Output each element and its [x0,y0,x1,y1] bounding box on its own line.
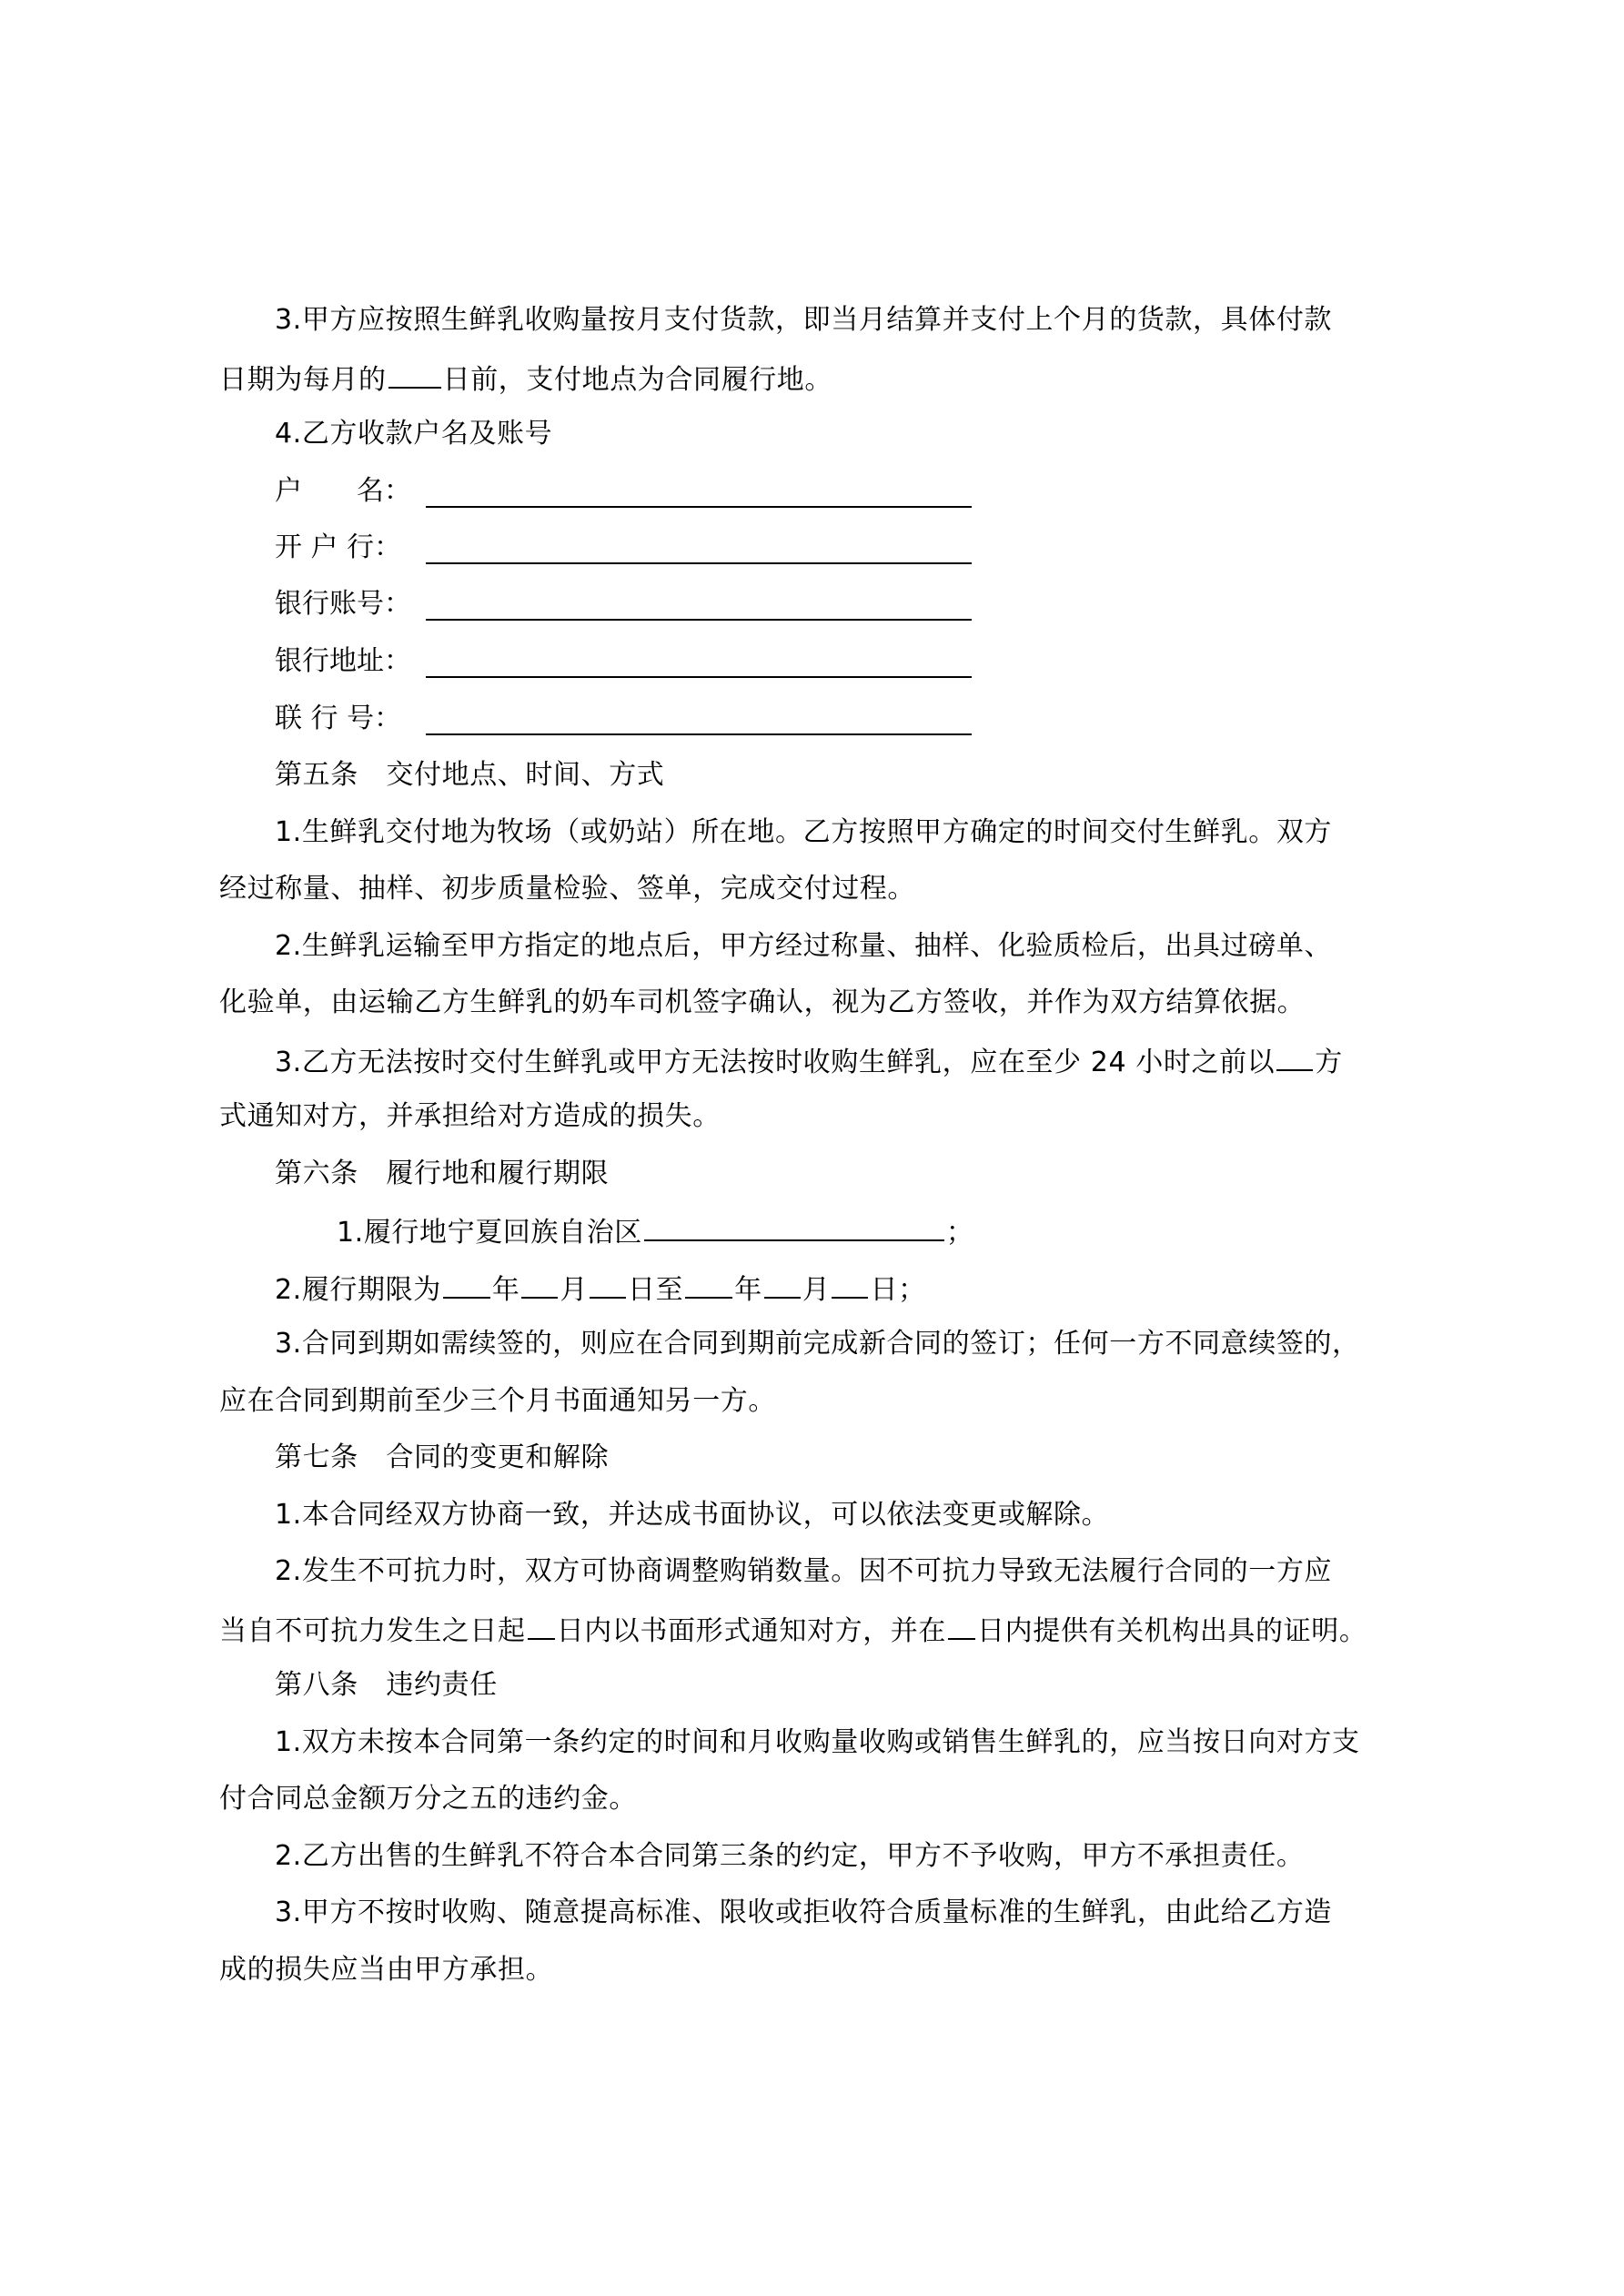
notice-days-blank[interactable] [528,1611,555,1640]
month2-label: 月 [802,1274,831,1306]
a8-item3-line2: 成的损失应当由甲方承担。 [219,1954,554,1986]
account-number-label: 银行账号： [275,588,411,620]
a4-item3-line2-before: 日期为每月的 [219,364,387,396]
article6-heading: 第六条 履行地和履行期限 [275,1158,610,1189]
a5-item2-line1: 2.生鲜乳运输至甲方指定的地点后，甲方经过称量、抽样、化验质检后，出具过磅单、 [275,930,1333,962]
bank-address-label: 银行地址： [275,645,411,677]
a5-item3-line1-after: 方 [1315,1047,1343,1078]
month-label: 月 [560,1274,589,1306]
a7-item2-line2-b: 日内以书面形式通知对方，并在 [556,1615,947,1647]
end-year-blank[interactable] [685,1269,732,1299]
bank-address-blank[interactable] [426,676,972,678]
a6-item3-line2: 应在合同到期前至少三个月书面通知另一方。 [219,1385,776,1417]
a6-item2-prefix: 2.履行期限为 [275,1274,441,1306]
article5-heading: 第五条 交付地点、时间、方式 [275,759,665,791]
end-day-blank[interactable] [832,1269,868,1299]
a8-item3-line1: 3.甲方不按时收购、随意提高标准、限收或拒收符合质量标准的生鲜乳，由此给乙方造 [275,1896,1333,1928]
year-label: 年 [491,1274,520,1306]
a5-item1-line2: 经过称量、抽样、初步质量检验、签单，完成交付过程。 [219,873,915,905]
a6-item3-line1: 3.合同到期如需续签的，则应在合同到期前完成新合同的签订；任何一方不同意续签的， [275,1328,1360,1360]
a7-item1: 1.本合同经双方协商一致，并达成书面协议，可以依法变更或解除。 [275,1499,1110,1531]
bank-name-label: 开 户 行： [275,531,402,563]
a8-item1-line2: 付合同总金额万分之五的违约金。 [219,1783,637,1815]
a7-item2-line2-c: 日内提供有关机构出具的证明。 [977,1615,1367,1647]
end-month-blank[interactable] [764,1269,801,1299]
a4-item3-line2-after: 日前，支付地点为合同履行地。 [442,364,833,396]
account-number-blank[interactable] [426,619,972,621]
bank-address-row [275,643,420,680]
a8-item1-line1: 1.双方未按本合同第一条约定的时间和月收购量收购或销售生鲜乳的，应当按日向对方支 [275,1726,1360,1758]
a5-item3-line1 [275,1042,1343,1081]
account-name-label: 户 名： [275,475,411,507]
a6-item1-after: ； [945,1217,974,1249]
start-year-blank[interactable] [443,1269,490,1299]
a7-item2-line2-a: 当自不可抗力发生之日起 [219,1615,526,1647]
a7-item2-line1: 2.发生不可抗力时，双方可协商调整购销数量。因不可抗力导致无法履行合同的一方应 [275,1555,1333,1587]
bank-code-blank[interactable] [426,733,972,735]
a5-item1-line1: 1.生鲜乳交付地为牧场（或奶站）所在地。乙方按照甲方确定的时间交付生鲜乳。双方 [275,816,1333,848]
notice-method-blank[interactable] [1276,1042,1313,1071]
account-name-blank[interactable] [426,506,972,508]
a4-item3-line2 [219,359,832,399]
day-end-label: 日； [870,1274,926,1306]
bank-code-label: 联 行 号： [275,703,402,734]
start-month-blank[interactable] [521,1269,558,1299]
a6-item1-before: 1.履行地宁夏回族自治区 [337,1217,642,1249]
a5-item3-line1-before: 3.乙方无法按时交付生鲜乳或甲方无法按时收购生鲜乳，应在至少 24 小时之前以 [275,1047,1276,1078]
a4-item4-title: 4.乙方收款户名及账号 [275,418,553,450]
a6-item2 [275,1269,926,1309]
account-number-row [275,586,420,622]
a8-item2: 2.乙方出售的生鲜乳不符合本合同第三条的约定，甲方不予收购，甲方不承担责任。 [275,1840,1305,1872]
a5-item3-line2: 式通知对方，并承担给对方造成的损失。 [219,1100,721,1132]
a5-item2-line2: 化验单，由运输乙方生鲜乳的奶车司机签字确认，视为乙方签收，并作为双方结算依据。 [219,986,1306,1018]
article8-heading: 第八条 违约责任 [275,1669,498,1701]
bank-name-row [275,530,420,566]
day-to-label: 日至 [628,1274,684,1306]
bank-code-row [275,701,420,737]
performance-place-blank[interactable] [644,1212,944,1241]
start-day-blank[interactable] [590,1269,626,1299]
bank-name-blank[interactable] [426,562,972,564]
a7-item2-line2 [219,1611,1367,1650]
year2-label: 年 [734,1274,762,1306]
proof-days-blank[interactable] [948,1611,975,1640]
account-name-row [275,473,420,510]
a4-item3-line1: 3.甲方应按照生鲜乳收购量按月支付货款，即当月结算并支付上个月的货款，具体付款 [275,304,1333,336]
article7-heading: 第七条 合同的变更和解除 [275,1441,610,1473]
payment-day-blank[interactable] [388,359,441,389]
a6-item1 [337,1212,973,1251]
